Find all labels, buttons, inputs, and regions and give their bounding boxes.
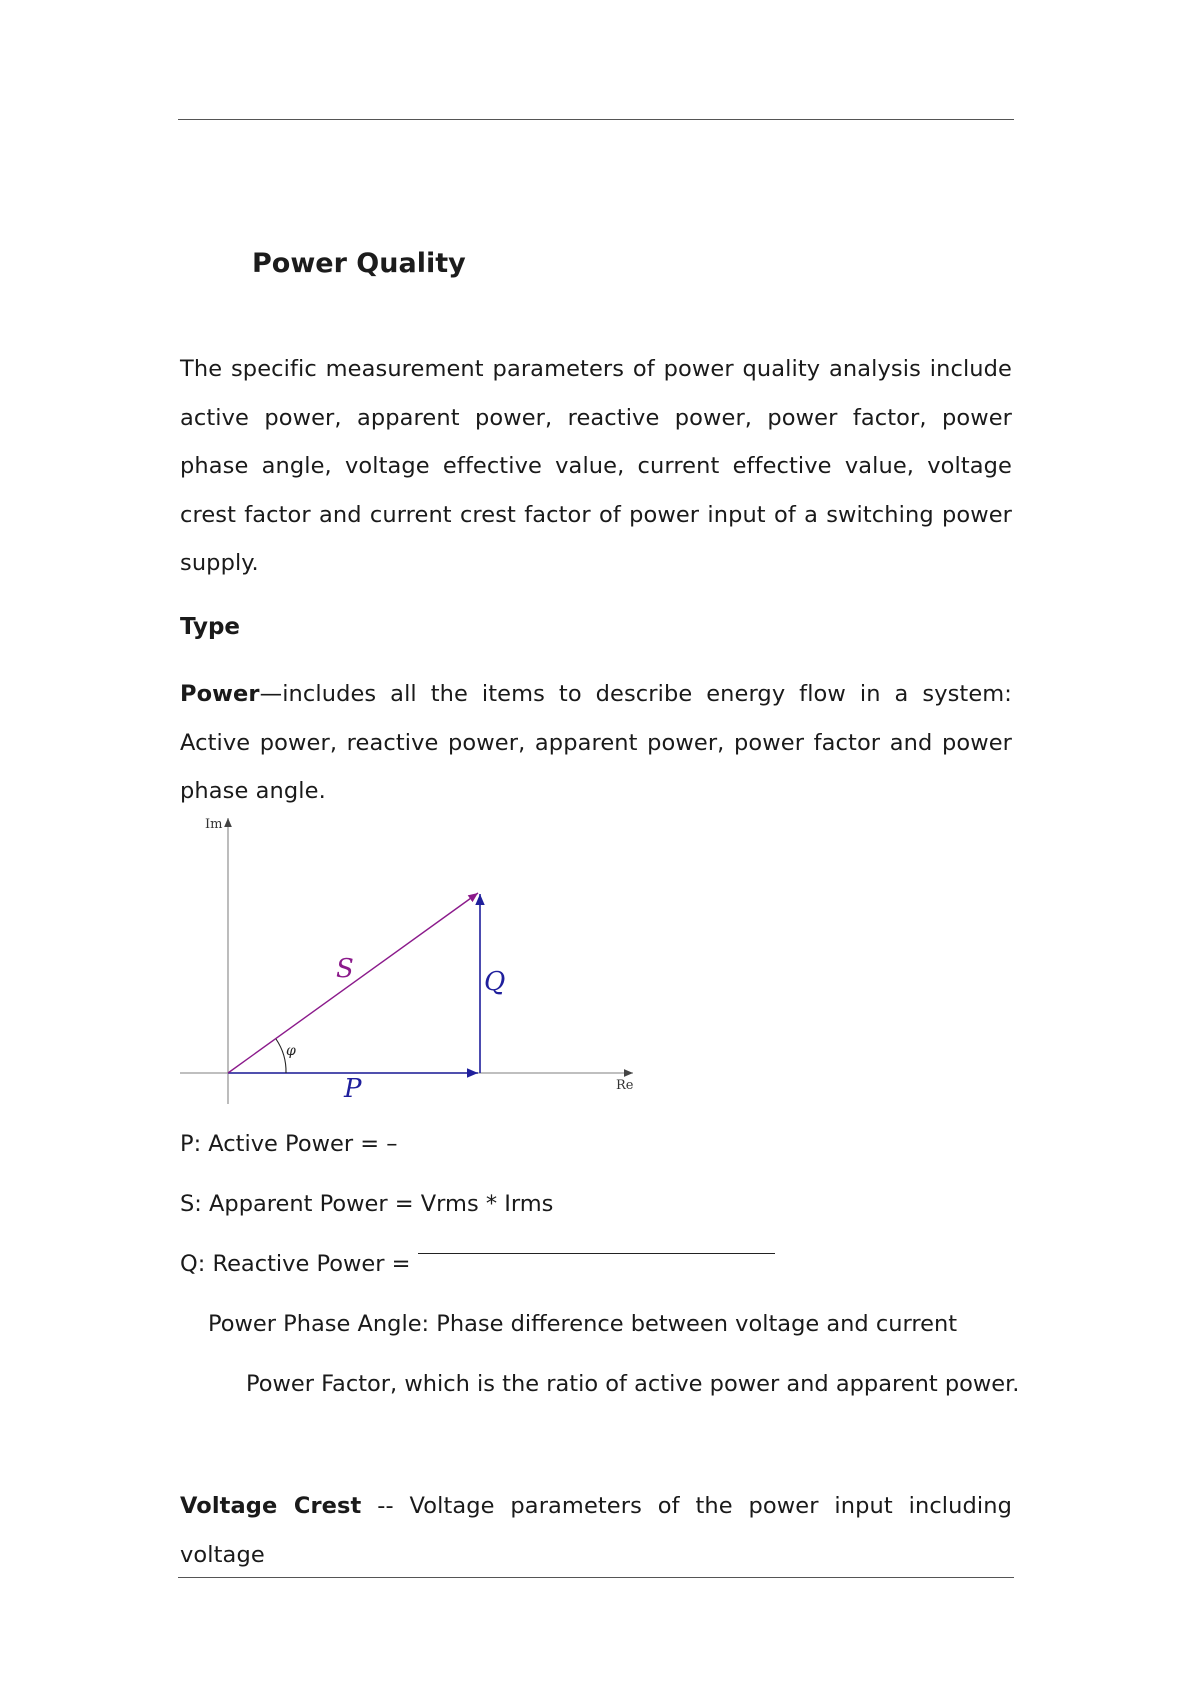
voltage-crest-term: Voltage Crest [180, 1493, 362, 1519]
footer-rule [178, 1577, 1014, 1578]
axis-label-im: Im [205, 817, 223, 832]
reactive-power-equation: Q: Reactive Power = [180, 1251, 411, 1277]
phase-angle-arc [276, 1039, 286, 1073]
active-power-equation: P: Active Power = – [180, 1131, 398, 1157]
vector-label-p: P [344, 1074, 362, 1104]
axis-label-re: Re [616, 1078, 634, 1093]
reactive-power-fraction-line [418, 1253, 775, 1254]
phase-angle-description: Power Phase Angle: Phase difference between voltage and current [208, 1311, 958, 1337]
power-factor-description: Power Factor, which is the ratio of active power and apparent power. [246, 1371, 1020, 1397]
power-term: Power [180, 681, 260, 707]
vector-label-q: Q [484, 967, 506, 997]
type-heading: Type [180, 614, 241, 640]
voltage-crest-description: -- Voltage parameters of the power input including voltage [180, 1493, 1012, 1568]
voltage-crest-paragraph [180, 1482, 1012, 1579]
vector-label-s: S [336, 954, 354, 984]
power-triangle-diagram [176, 812, 646, 1118]
power-paragraph [180, 670, 1012, 816]
apparent-power-equation: S: Apparent Power = Vrms * Irms [180, 1191, 554, 1217]
power-description: —includes all the items to describe energy flow in a system: Active power, reactive power, apparent power, power factor and power phase angle. [180, 681, 1012, 804]
header-rule [178, 119, 1014, 120]
angle-label-phi: φ [286, 1043, 296, 1059]
page-title: Power Quality [252, 248, 466, 279]
intro-paragraph: The specific measurement parameters of power quality analysis include active power, apparent power, reactive power, power factor, power phase angle, voltage effective value, current effective value, voltage crest factor and current crest factor of power input of a switching power supply. [180, 356, 1012, 576]
